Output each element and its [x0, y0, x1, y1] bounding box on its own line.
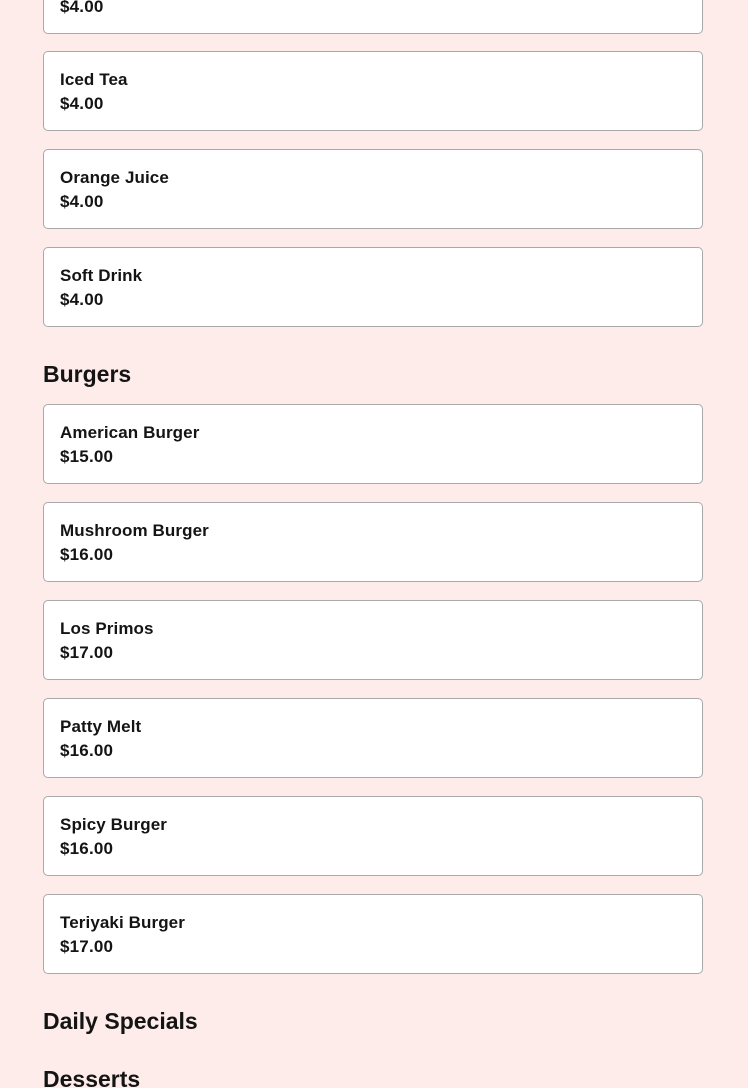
menu-item-price: $4.00 — [60, 290, 104, 309]
menu-item-name: Spicy Burger — [60, 815, 168, 834]
menu-item-name: Orange Juice — [60, 168, 169, 187]
menu-item-price: $16.00 — [60, 839, 114, 858]
menu-item-card[interactable] — [43, 502, 703, 582]
menu-item-name: Los Primos — [60, 619, 154, 638]
menu-item-price: $4.00 — [60, 192, 104, 211]
menu-item-card[interactable] — [43, 698, 703, 778]
menu-item-name: Patty Melt — [60, 717, 142, 736]
menu-item-card[interactable] — [43, 0, 703, 34]
section-title-burgers: Burgers — [43, 361, 132, 387]
menu-item-name: Mushroom Burger — [60, 521, 209, 540]
menu-item-name: Teriyaki Burger — [60, 913, 185, 932]
menu-item-name: Soft Drink — [60, 266, 143, 285]
menu-item-price: $17.00 — [60, 937, 114, 956]
menu-item-card[interactable] — [43, 247, 703, 327]
menu-item-price: $17.00 — [60, 643, 114, 662]
menu-item-price: $4.00 — [60, 0, 104, 16]
menu-item-card[interactable] — [43, 796, 703, 876]
menu-item-price: $15.00 — [60, 447, 114, 466]
menu-item-card[interactable] — [43, 600, 703, 680]
menu-item-price: $16.00 — [60, 545, 114, 564]
section-title-daily-specials: Daily Specials — [43, 1008, 198, 1034]
menu-item-card[interactable] — [43, 404, 703, 484]
menu-item-name: Iced Tea — [60, 70, 128, 89]
menu-item-price: $16.00 — [60, 741, 114, 760]
menu-item-card[interactable] — [43, 149, 703, 229]
menu-item-name: American Burger — [60, 423, 200, 442]
menu-item-card[interactable] — [43, 894, 703, 974]
section-title-desserts: Desserts — [43, 1066, 141, 1088]
menu-item-price: $4.00 — [60, 94, 104, 113]
menu-item-card[interactable] — [43, 51, 703, 131]
